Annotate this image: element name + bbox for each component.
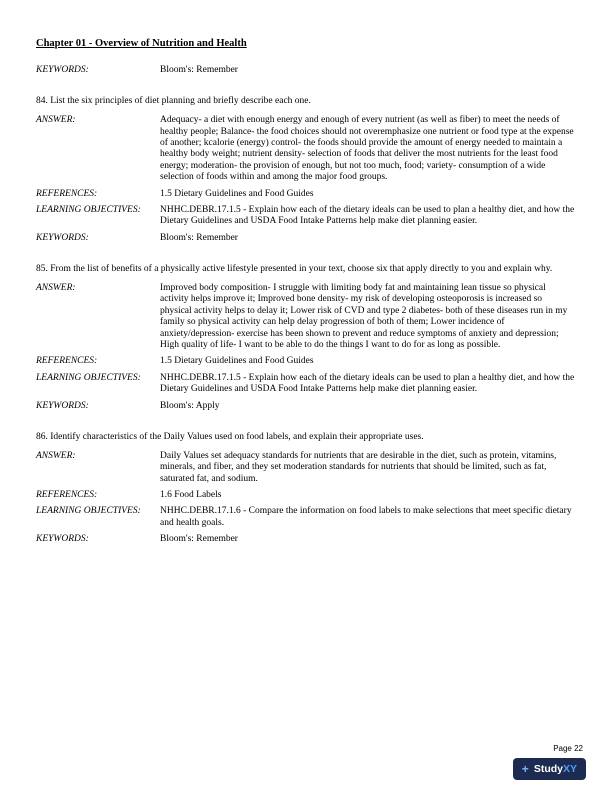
keywords-row bbox=[36, 233, 576, 244]
references-value: 1.5 Dietary Guidelines and Food Guides bbox=[160, 356, 314, 367]
answer-value: Daily Values set adequacy standards for nutrients that are desirable in the diet, such as protein, vitamins, minerals, and fiber, and they set moderation standards for nutrients that should be limited, such as fat, saturated fat, and sodium. bbox=[160, 450, 557, 484]
keywords-row bbox=[36, 534, 576, 545]
learning-objectives-value: NHHC.DEBR.17.1.5 - Explain how each of the dietary ideals can be used to plan a healthy diet, and how the Dietary Guidelines and USDA Food Intake Patterns help make diet planning easier. bbox=[160, 372, 575, 395]
learning-objectives-row bbox=[36, 506, 576, 529]
references-row bbox=[36, 490, 576, 501]
learning-objectives-row bbox=[36, 205, 576, 228]
references-row bbox=[36, 356, 576, 367]
keywords-value: Bloom's: Remember bbox=[160, 232, 238, 243]
learning-objectives-label: LEARNING OBJECTIVES: bbox=[36, 372, 141, 383]
brand-xy-text: XY bbox=[562, 763, 577, 775]
keywords-label: KEYWORDS: bbox=[36, 65, 89, 75]
learning-objectives-row bbox=[36, 373, 576, 396]
keywords-label: KEYWORDS: bbox=[36, 232, 89, 243]
learning-objectives-label: LEARNING OBJECTIVES: bbox=[36, 506, 141, 517]
page-number: Page 22 bbox=[553, 744, 583, 753]
answer-label: ANSWER: bbox=[36, 450, 76, 461]
page-footer bbox=[513, 744, 586, 780]
studyxy-logo bbox=[513, 758, 586, 780]
keywords-value: Bloom's: Remember bbox=[160, 65, 238, 75]
brand-study-text: Study bbox=[533, 763, 563, 775]
answer-row bbox=[36, 115, 576, 183]
brand-wordmark bbox=[534, 763, 577, 775]
plus-icon: + bbox=[521, 762, 529, 776]
answer-row bbox=[36, 283, 576, 351]
keywords-value: Bloom's: Remember bbox=[160, 534, 238, 545]
keywords-label: KEYWORDS: bbox=[36, 400, 89, 411]
question-block-86 bbox=[36, 432, 576, 546]
references-row bbox=[36, 189, 576, 200]
keywords-value: Bloom's: Apply bbox=[160, 400, 220, 411]
answer-value: Adequacy- a diet with enough energy and enough of every nutrient (as well as fiber) to meet the needs of healthy people; Balance- the food choices should not overemphasize one nutrient or food type at the expense of another; kcalorie (energy) control- the foods should provide the amount of energy needed to maintain a healthy body weight; nutrient density- selection of foods that deliver the most nutrients for the least food energy; moderation- the provision of enough, but not too much, food; variety- consumption of a wide selection of foods within and among the major food groups. bbox=[160, 115, 574, 183]
question-block-84 bbox=[36, 96, 576, 244]
learning-objectives-label: LEARNING OBJECTIVES: bbox=[36, 205, 141, 215]
learning-objectives-value: NHHC.DEBR.17.1.5 - Explain how each of the dietary ideals can be used to plan a healthy diet, and how the Dietary Guidelines and USDA Food Intake Patterns help make diet planning easier. bbox=[160, 205, 575, 227]
keywords-label: KEYWORDS: bbox=[36, 534, 89, 545]
keywords-row bbox=[36, 401, 576, 412]
answer-row bbox=[36, 451, 576, 485]
question-text: 86. Identify characteristics of the Daily Values used on food labels, and explain their appropriate uses. bbox=[36, 431, 424, 442]
references-label: REFERENCES: bbox=[36, 356, 98, 367]
references-value: 1.5 Dietary Guidelines and Food Guides bbox=[160, 188, 314, 199]
metadata-row bbox=[36, 65, 576, 76]
references-label: REFERENCES: bbox=[36, 490, 98, 500]
answer-label: ANSWER: bbox=[36, 115, 76, 126]
question-text: 85. From the list of benefits of a physically active lifestyle presented in your text, choose six that apply directly to you and explain why. bbox=[36, 264, 553, 275]
question-block-85 bbox=[36, 264, 576, 412]
references-value: 1.6 Food Labels bbox=[160, 490, 222, 500]
answer-label: ANSWER: bbox=[36, 283, 76, 294]
answer-value: Improved body composition- I struggle with limiting body fat and maintaining lean tissue so physical activity helps improve it; Improved bone density- my risk of developing osteoporosis is increased so physical activity helps to delay it; Lower risk of CVD and type 2 diabetes- both of these diseases run in my family so physical activity can help delay progression of both of them; Lower incidence of anxiety/depression- exercise has been shown to prevent and reduce symptoms of anxiety and depression; High quality of life- I want to be able to do the things I want to do for as long as possible. bbox=[160, 283, 568, 350]
page-title: Chapter 01 - Overview of Nutrition and Health bbox=[36, 38, 247, 49]
learning-objectives-value: NHHC.DEBR.17.1.6 - Compare the information on food labels to make selections that meet specific dietary and health goals. bbox=[160, 506, 572, 528]
references-label: REFERENCES: bbox=[36, 188, 98, 199]
question-text: 84. List the six principles of diet planning and briefly describe each one. bbox=[36, 96, 311, 107]
